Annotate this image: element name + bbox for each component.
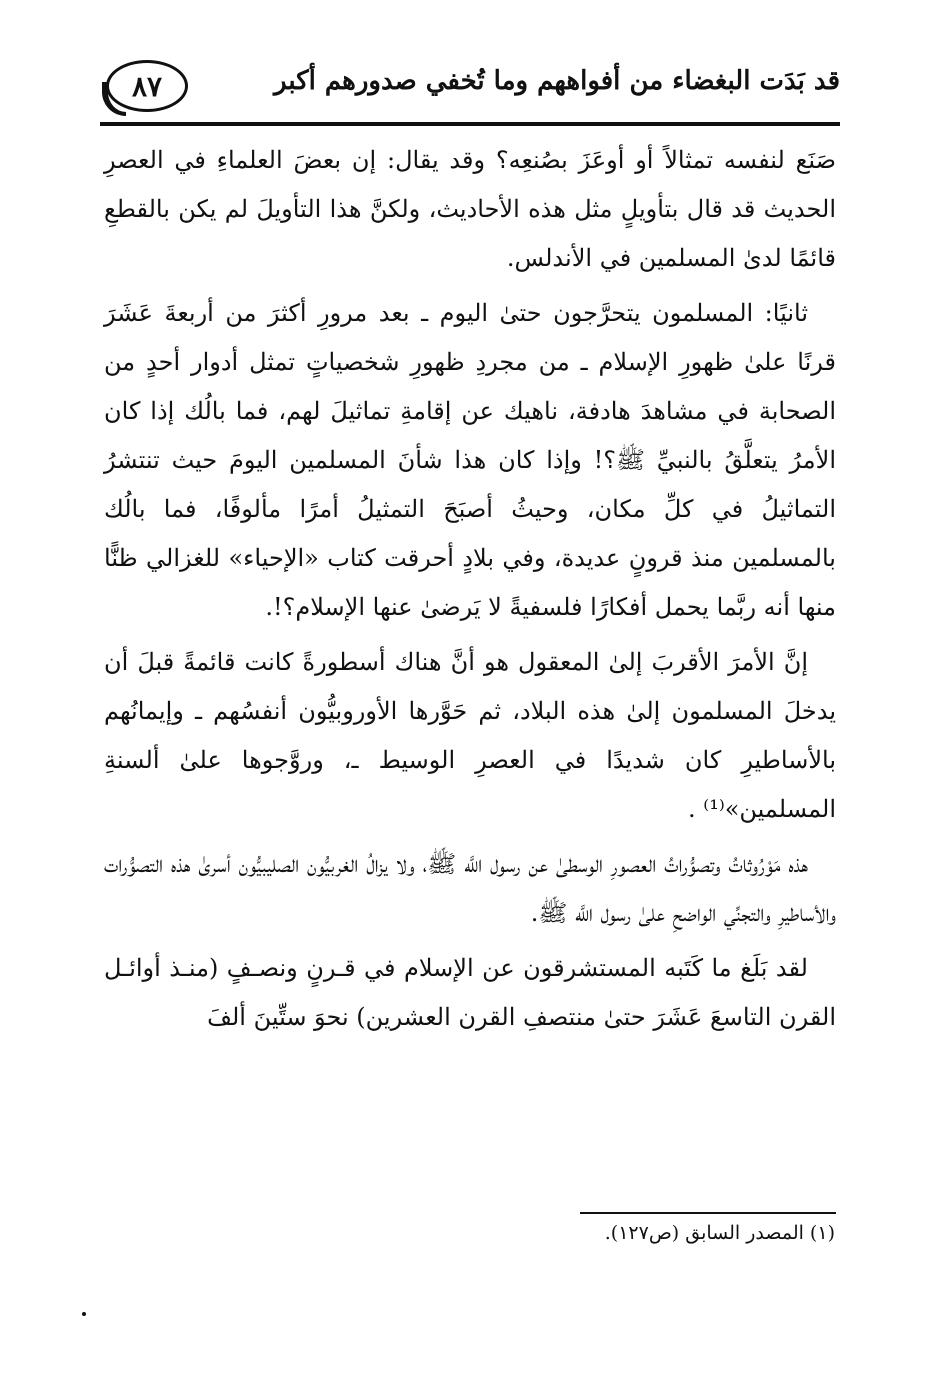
footnote-divider: [580, 1212, 836, 1214]
paragraph: ثانيًا: المسلمون يتحرَّجون حتىٰ اليوم ـ بعد مرورِ أكثرَ من أربعةَ عَشَرَ قرنًا علىٰ ظهورِ الإسلام ـ من مجردِ ظهورِ شخصياتٍ تمثل أدوار أحدٍ من الصحابة في مشاهدَ هادفة، ناهيك عن إقامةِ تماثيلَ لهم، فما بالُك إذا كان الأمرُ يتعلَّقُ بالنبيِّ ﷺ؟! وإذا كان هذا شأنَ المسلمين اليومَ حيث تنتشرُ التماثيلُ في كلِّ مكان، وحيثُ أصبَحَ التمثيلُ أمرًا مألوفًا، فما بالُك بالمسلمين منذ قرونٍ عديدة، وفي بلادٍ أحرقت كتاب «الإحياء» للغزالي ظنًّا منها أنه ربَّما يحمل أفكارًا فلسفيةً لا يَرضىٰ عنها الإسلام؟!.: [104, 299, 836, 621]
page-header: [100, 56, 840, 120]
header-divider: [100, 122, 840, 126]
main-text: [104, 136, 836, 1048]
paragraph: صَنَع لنفسه تمثالاً أو أوعَزَ بصُنعِه؟ وقد يقال: إن بعضَ العلماءِ في العصرِ الحديث قد قال بتأويلٍ مثل هذه الأحاديث، ولكنَّ هذا التأويلَ لم يكن بالقطعِ قائمًا لدىٰ المسلمين في الأندلس.: [104, 146, 836, 272]
running-title: قد بَدَت البغضاء من أفواههم وما تُخفي صدورهم أكبر: [274, 66, 840, 96]
page-number-ornament: [102, 82, 126, 116]
paragraph: هذه مَوْرُوثاتُ وتصوُّراتُ العصورِ الوسطىٰ عن رسول اللَّه ﷺ، ولا يزالُ الغربيُّون الصليبيُّون أسرىٰ هذه التصوُّرات والأساطيرِ والتجنِّي الواضحِ علىٰ رسول اللَّه ﷺ.: [104, 850, 836, 927]
footnote: (١) المصدر السابق (ص١٢٧).: [604, 1222, 835, 1244]
page-number: ٨٧: [131, 69, 163, 103]
paragraph: لقد بَلَغ ما كَتَبه المستشرقون عن الإسلام في قـرنٍ ونصـفٍ (منـذ أوائـل القرن التاسعَ عَشَرَ حتىٰ منتصفِ القرن العشرين) نحوَ ستِّينَ ألفَ: [104, 954, 836, 1031]
scan-speck: [82, 1312, 86, 1316]
paragraph: إنَّ الأمرَ الأقربَ إلىٰ المعقول هو أنَّ هناك أسطورةً كانت قائمةً قبلَ أن يدخلَ المسلمون إلىٰ هذه البلاد، ثم حَوَّرها الأوروبيُّون أنفسُهم ـ وإيمانُهم بالأساطيرِ كان شديدًا في العصرِ الوسيط ـ، وروَّجوها علىٰ ألسنةِ المسلمين»⁽¹⁾ .: [104, 648, 837, 823]
